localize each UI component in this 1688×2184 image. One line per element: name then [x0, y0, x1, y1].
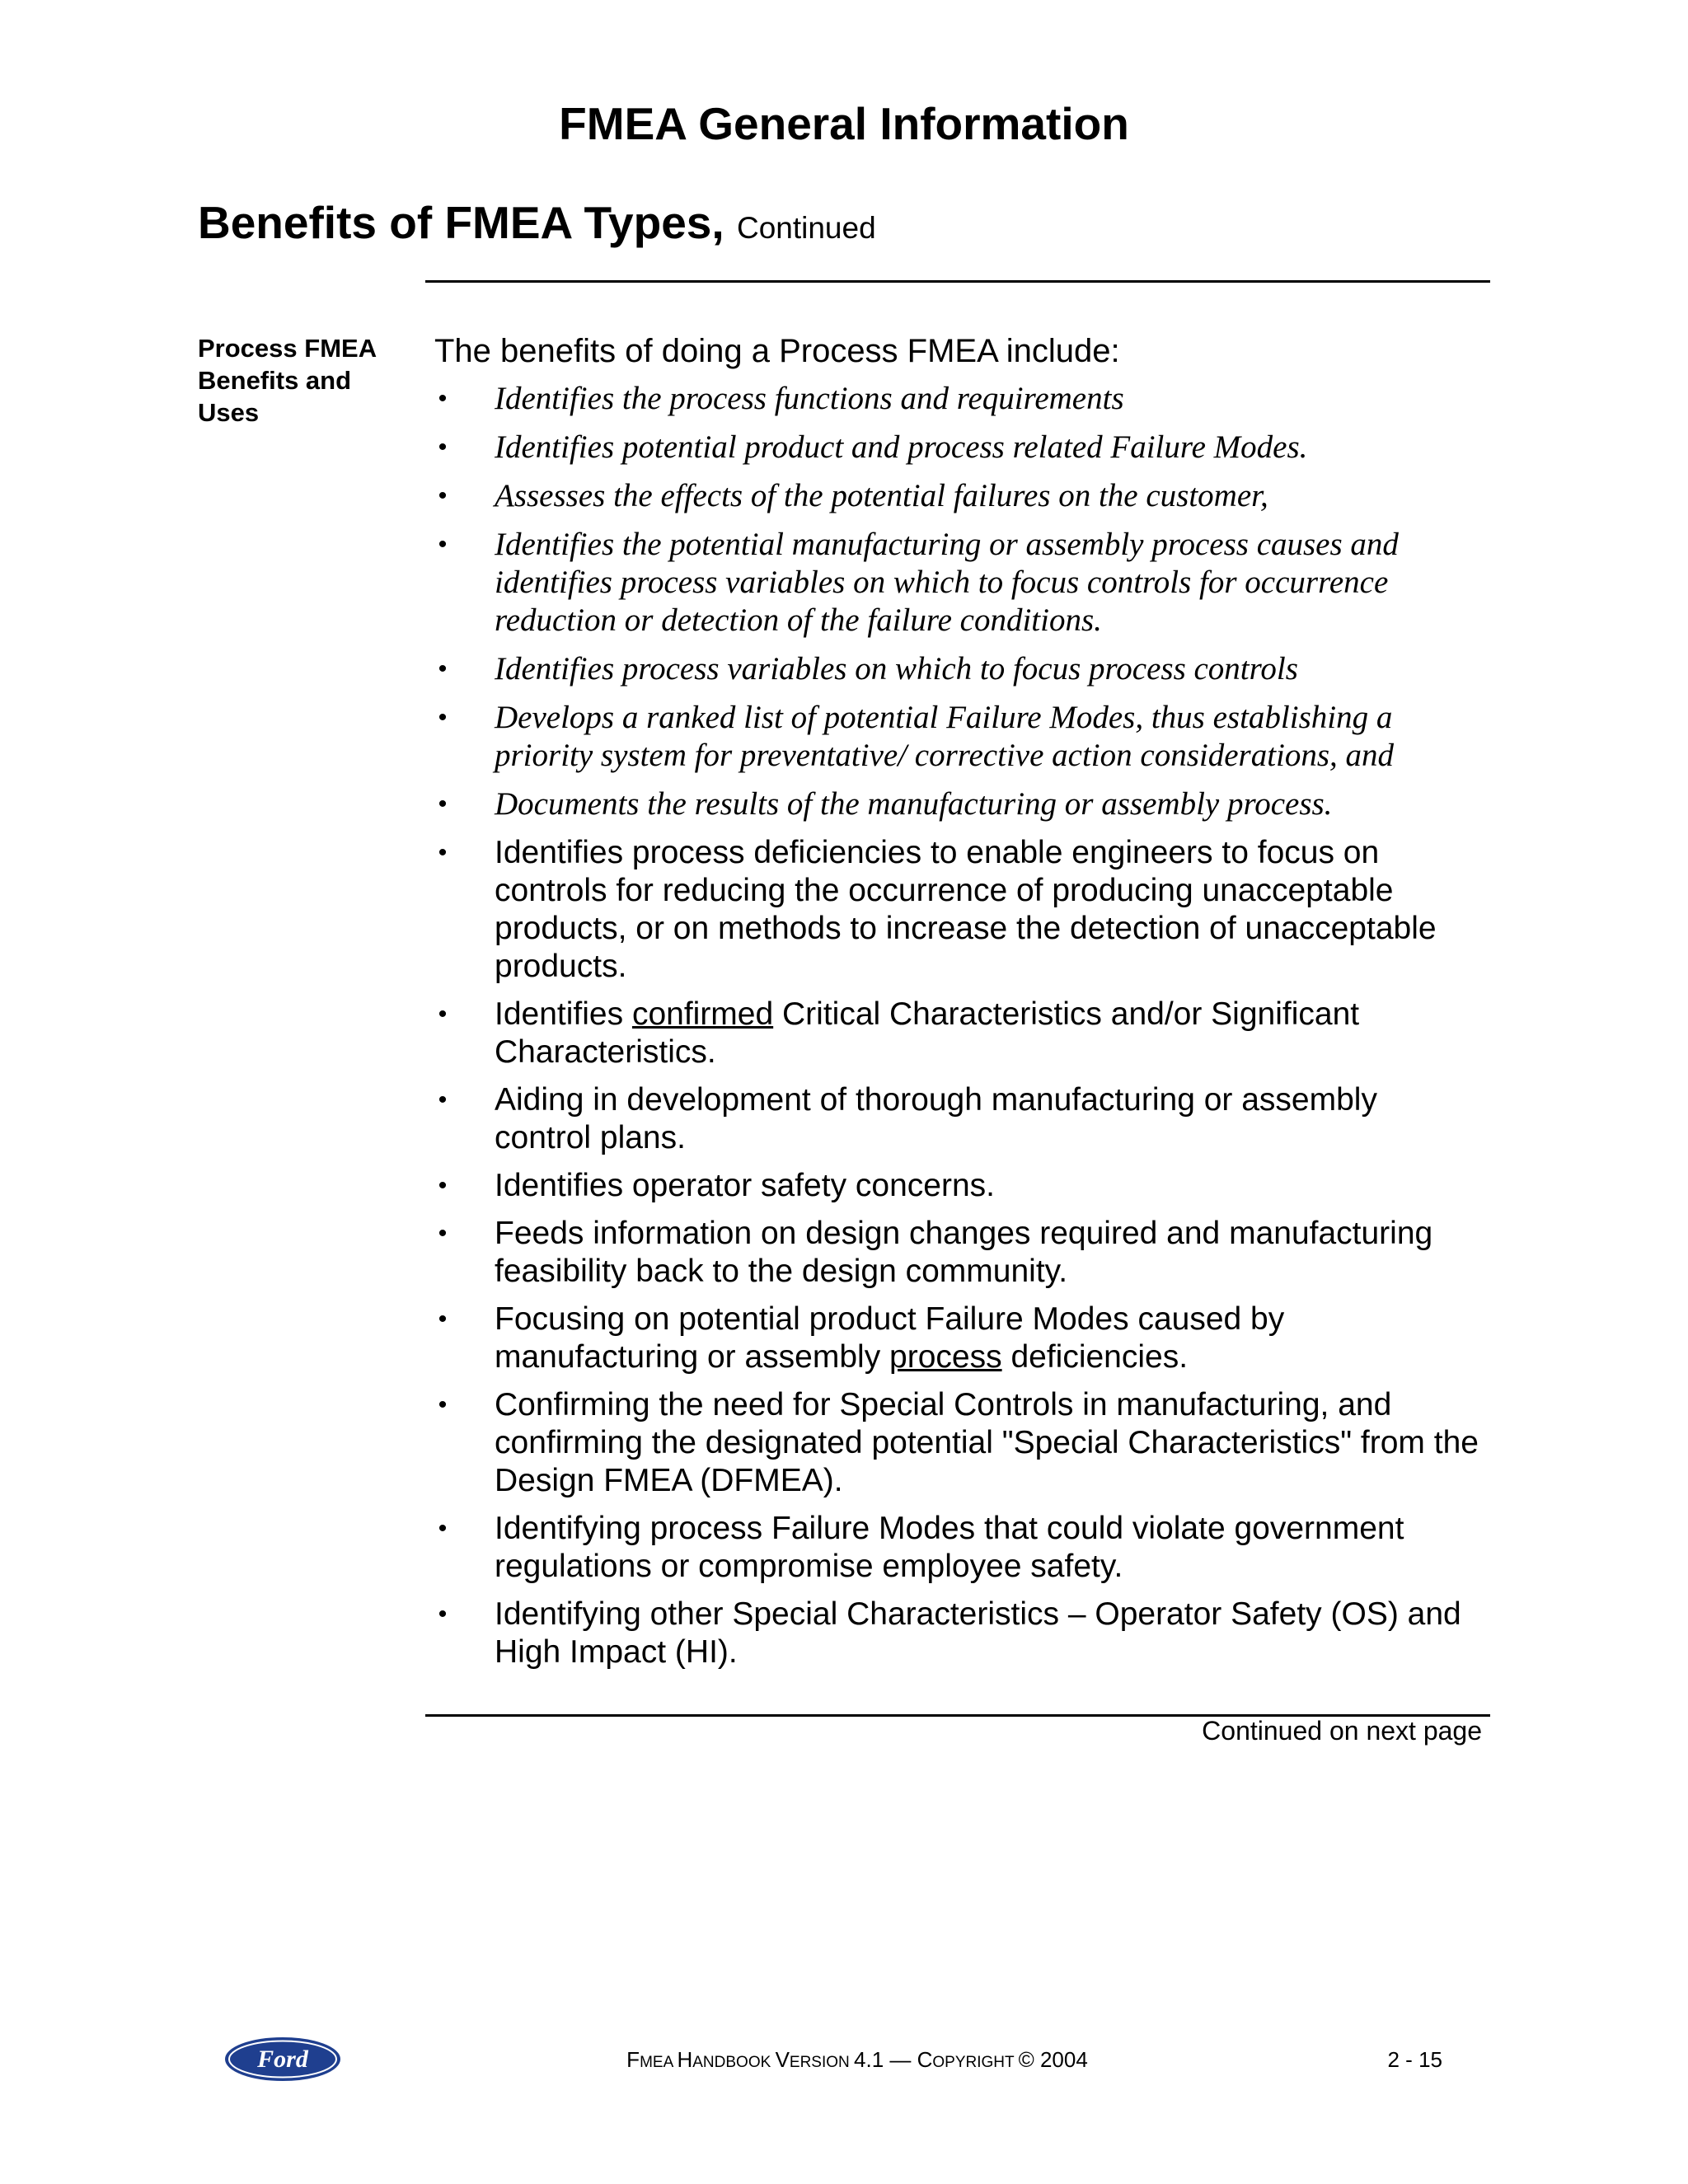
list-item [434, 1215, 1481, 1291]
list-item [434, 477, 1481, 515]
bullet-icon: • [438, 1305, 448, 1333]
list-item [434, 1301, 1481, 1376]
list-item [434, 834, 1481, 986]
page-header: FMEA General Information [559, 98, 1129, 149]
list-item-text: Identifies the process functions and requirements [495, 381, 1124, 416]
footer-smallcaps: MEA [640, 2054, 678, 2071]
list-item-text: Identifies potential product and process related Failure Modes. [495, 429, 1308, 465]
list-item-text-before: Focusing on potential product Failure Modes caused by manufacturing or assembly [495, 1301, 1285, 1375]
list-item-text: Identifies the potential manufacturing or assembly process causes and identifies process variables on which to focus controls for occurrence reduction or detection of the failure conditions. [495, 527, 1399, 638]
side-label: Process FMEA Benefits and Uses [198, 334, 376, 427]
bullet-icon: • [438, 1086, 448, 1113]
list-item [434, 1386, 1481, 1500]
list-item [434, 1510, 1481, 1586]
list-item-text-after: Critical Characteristics and/or Significant Characteristics. [495, 996, 1360, 1070]
list-item [434, 429, 1481, 466]
list-item-text: Feeds information on design changes required and manufacturing feasibility back to the design community. [495, 1216, 1433, 1289]
ford-logo-icon [224, 2036, 341, 2082]
list-item [434, 1081, 1481, 1157]
footer-letter: H [677, 2047, 693, 2072]
footer-letter: V [775, 2047, 790, 2072]
footer-copyright [577, 2045, 1137, 2078]
footer-year: © 2004 [1018, 2047, 1088, 2072]
list-item [434, 526, 1481, 640]
list-item-text: Develops a ranked list of potential Failure Modes, thus establishing a priority system for preventative/ corrective action considerations, and [495, 700, 1395, 773]
bullet-icon: • [438, 790, 448, 818]
underlined-word: process [889, 1339, 1002, 1375]
bullet-icon: • [438, 531, 448, 558]
list-item-text: Identifies process variables on which to focus process controls [495, 651, 1298, 687]
list-item [434, 380, 1481, 418]
footer-smallcaps: OPYRIGHT [932, 2054, 1019, 2071]
list-item-text: Documents the results of the manufacturing or assembly process. [495, 786, 1333, 822]
bullet-icon: • [438, 704, 448, 731]
list-item [434, 1167, 1481, 1205]
bullet-icon: • [438, 1515, 448, 1542]
list-item-text-after: deficiencies. [1001, 1339, 1189, 1375]
list-item [434, 699, 1481, 775]
list-item-text-before: Identifies [495, 996, 632, 1032]
top-divider [425, 280, 1490, 283]
footer-smallcaps: ERSION [789, 2054, 855, 2071]
bullet-icon: • [438, 482, 448, 509]
list-item [434, 650, 1481, 688]
bullet-icon: • [438, 1391, 448, 1418]
footer-letter: C [917, 2047, 933, 2072]
list-item [434, 1596, 1481, 1671]
list-item-text: Confirming the need for Special Controls in manufacturing, and confirming the designated potential "Special Characteristics" from the Design FMEA (DFMEA). [495, 1387, 1479, 1498]
list-item-text: Identifies operator safety concerns. [495, 1168, 995, 1203]
underlined-word: confirmed [631, 996, 774, 1032]
footer-letter: F [626, 2047, 640, 2072]
ford-logo-text: Ford [257, 2046, 308, 2073]
page-footer [0, 2036, 1688, 2086]
list-item [434, 996, 1481, 1071]
list-item-text: Assesses the effects of the potential failures on the customer, [495, 478, 1268, 513]
bullet-icon: • [438, 839, 448, 866]
section-title [198, 196, 876, 255]
list-item-text: Identifies process deficiencies to enable engineers to focus on controls for reducing the occurrence of producing unacceptable products, or on methods to increase the detection of unacceptable products. [495, 835, 1437, 984]
list-item [434, 785, 1481, 823]
list-item-text: Aiding in development of thorough manufacturing or assembly control plans. [495, 1082, 1377, 1155]
section-title-text: Benefits of FMEA Types, [198, 197, 724, 248]
benefits-intro: The benefits of doing a Process FMEA include: [434, 333, 1120, 369]
footer-version: 4.1 — [854, 2047, 917, 2072]
footer-smallcaps: ANDBOOK [692, 2054, 776, 2071]
bullet-icon: • [438, 1220, 448, 1247]
section-title-continued: Continued [736, 211, 876, 245]
bullet-icon: • [438, 1001, 448, 1028]
list-item-text: Identifying other Special Characteristics – Operator Safety (OS) and High Impact (HI). [495, 1596, 1461, 1670]
list-item-text: Identifying process Failure Modes that could violate government regulations or compromise employee safety. [495, 1511, 1404, 1584]
benefits-list [434, 380, 1481, 1681]
bullet-icon: • [438, 1601, 448, 1628]
bullet-icon: • [438, 385, 448, 412]
page-number: 2 - 15 [1387, 2047, 1442, 2072]
continued-next-page: Continued on next page [1202, 1716, 1482, 1746]
bullet-icon: • [438, 655, 448, 682]
bullet-icon: • [438, 434, 448, 461]
bullet-icon: • [438, 1172, 448, 1199]
